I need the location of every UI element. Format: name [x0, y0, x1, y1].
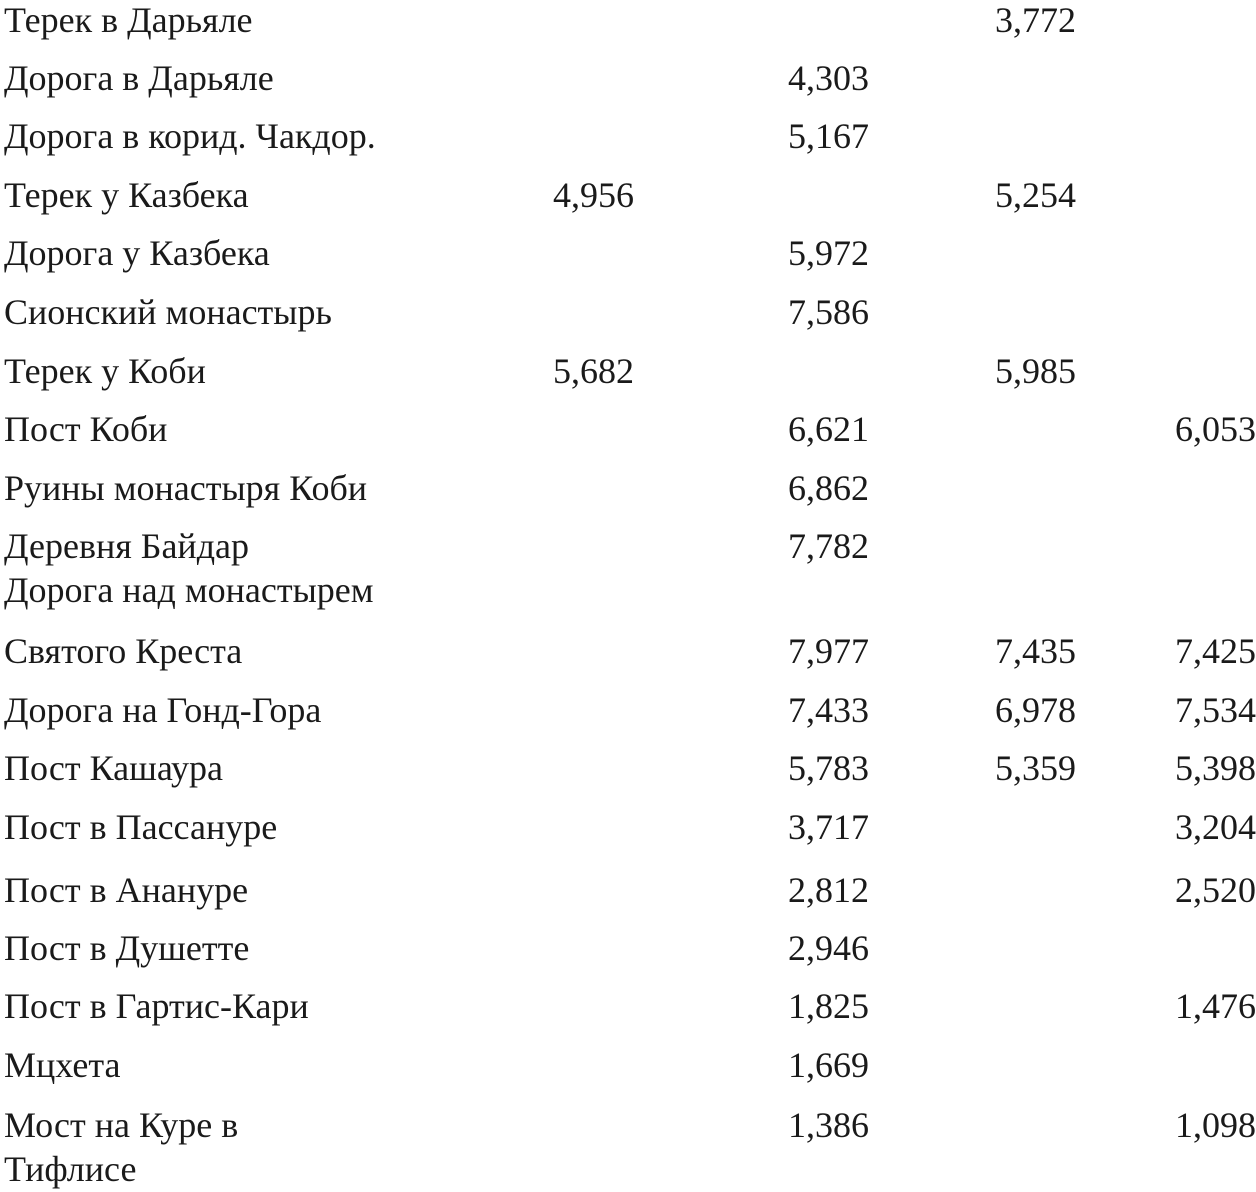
table-row	[0, 1103, 1256, 1189]
value-col-4: 7,425	[1175, 631, 1256, 671]
table-row	[0, 524, 1256, 610]
table-row	[0, 926, 1256, 970]
value-col-2: 5,783	[788, 748, 869, 788]
value-col-3: 7,435	[995, 631, 1076, 671]
table-row	[0, 1043, 1256, 1087]
place-name: Руины монастыря Коби	[4, 468, 368, 508]
place-name: Пост в Анануре	[4, 870, 249, 910]
value-col-1: 4,956	[553, 175, 634, 215]
value-col-2: 3,717	[788, 807, 869, 847]
value-col-4: 7,534	[1175, 690, 1256, 730]
value-col-4: 2,520	[1175, 870, 1256, 910]
place-name: Дорога в корид. Чакдор.	[4, 116, 376, 156]
value-col-3: 3,772	[995, 0, 1076, 40]
place-name: Мост на Куре в	[4, 1105, 239, 1145]
table-row	[0, 688, 1256, 732]
value-col-4: 6,053	[1175, 409, 1256, 449]
table-row	[0, 290, 1256, 334]
table-row	[0, 114, 1256, 158]
value-col-2: 1,825	[788, 986, 869, 1026]
value-col-3: 5,985	[995, 351, 1076, 391]
table-row	[0, 984, 1256, 1028]
place-name: Сионский монастырь	[4, 292, 332, 332]
table-row	[0, 868, 1256, 912]
value-col-2: 4,303	[788, 58, 869, 98]
value-col-2: 5,972	[788, 233, 869, 273]
value-col-2: 7,586	[788, 292, 869, 332]
table-row	[0, 56, 1256, 100]
place-name: Деревня Байдар	[4, 526, 249, 566]
place-name: Мцхета	[4, 1045, 121, 1085]
value-col-4: 1,098	[1175, 1105, 1256, 1145]
table-row	[0, 407, 1256, 451]
value-col-3: 5,359	[995, 748, 1076, 788]
value-col-4: 1,476	[1175, 986, 1256, 1026]
value-col-2: 1,386	[788, 1105, 869, 1145]
place-name: Пост в Гартис-Кари	[4, 986, 309, 1026]
value-col-4: 5,398	[1175, 748, 1256, 788]
place-name: Дорога у Казбека	[4, 233, 270, 273]
place-name: Пост в Пассануре	[4, 807, 278, 847]
place-name: Святого Креста	[4, 631, 243, 671]
place-name: Терек в Дарьяле	[4, 0, 253, 40]
place-name: Пост в Душетте	[4, 928, 250, 968]
value-col-2: 7,782	[788, 526, 869, 566]
table-row	[0, 746, 1256, 790]
value-col-3: 6,978	[995, 690, 1076, 730]
place-name-continued: Дорога над монастырем	[4, 570, 374, 610]
value-col-3: 5,254	[995, 175, 1076, 215]
place-name: Дорога в Дарьяле	[4, 58, 274, 98]
table-row	[0, 0, 1256, 42]
place-name: Дорога на Гонд-Гора	[4, 690, 322, 730]
value-col-2: 6,862	[788, 468, 869, 508]
value-col-2: 7,977	[788, 631, 869, 671]
value-col-2: 1,669	[788, 1045, 869, 1085]
place-name: Терек у Коби	[4, 351, 206, 391]
value-col-1: 5,682	[553, 351, 634, 391]
table-row	[0, 173, 1256, 217]
place-name: Пост Кашаура	[4, 748, 223, 788]
table-row	[0, 629, 1256, 673]
table-row	[0, 231, 1256, 275]
value-col-2: 7,433	[788, 690, 869, 730]
value-col-2: 2,946	[788, 928, 869, 968]
value-col-2: 5,167	[788, 116, 869, 156]
value-col-2: 2,812	[788, 870, 869, 910]
table-row	[0, 466, 1256, 510]
value-col-2: 6,621	[788, 409, 869, 449]
table-row	[0, 805, 1256, 849]
table-row	[0, 349, 1256, 393]
place-name-continued: Тифлисе	[4, 1149, 137, 1189]
place-name: Терек у Казбека	[4, 175, 249, 215]
value-col-4: 3,204	[1175, 807, 1256, 847]
place-name: Пост Коби	[4, 409, 168, 449]
